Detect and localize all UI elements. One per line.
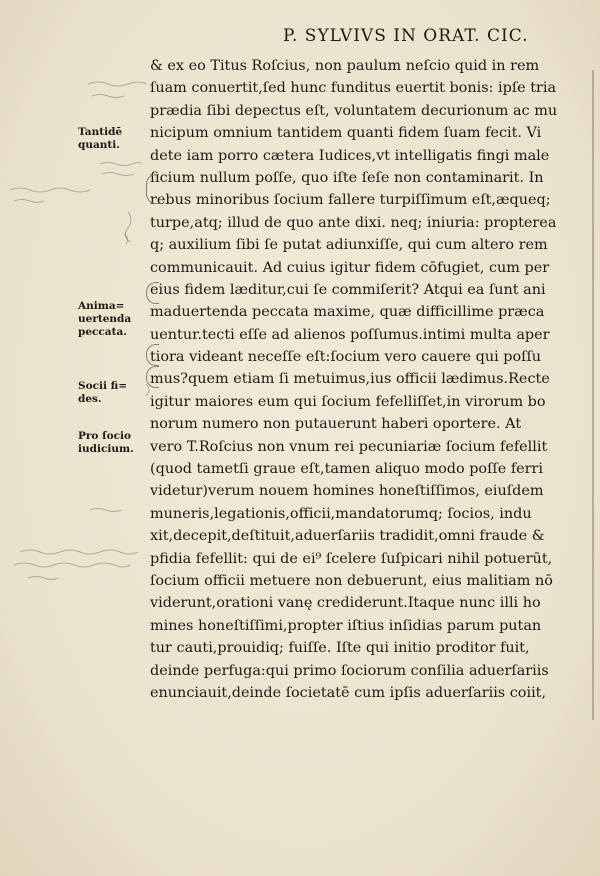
text-line: viderunt,orationi vanę crediderunt.Itaque nunc illi ho <box>150 595 541 612</box>
text-line: q; auxilium ſibi ſe putat adiunxiſſe, qui cum altero rem <box>150 237 548 254</box>
text-line: ſocium officii metuere non debuerunt, eius malitiam nō <box>150 572 553 589</box>
text-line: (quod tametſi graue eſt,tamen aliquo modo poſſe ferri <box>150 461 544 478</box>
text-line: mines honeſtiſſimi,propter iſtius inſidias parum putan <box>150 617 542 634</box>
text-line: mus?quem etiam ſi metuimus,ius officii lædimus.Recte <box>150 371 550 388</box>
text-line: dete iam porro cætera Iudices,vt intelligatis fingi male <box>150 147 550 164</box>
text-line: tiora videant neceſſe eſt:ſocium vero cauere qui poſſu <box>150 349 542 366</box>
page-edge-rule <box>592 70 594 720</box>
main-text-block <box>150 55 590 704</box>
text-line: nicipum omnium tantidem quanti fidem ſuam fecit. Vi <box>150 125 542 142</box>
text-line: vero T.Roſcius non vnum rei pecuniariæ ſocium fefellit <box>150 438 548 455</box>
text-line: videtur)verum nouem homines honeſtiſſimos, eiuſdem <box>150 483 544 500</box>
text-line: ſuam conuertit,ſed hunc funditus euertit bonis: ipſe tria <box>150 80 557 97</box>
text-line: maduertenda peccata maxime, quæ difficillime præca <box>150 304 545 321</box>
text-line: deinde perfuga:qui primo ſociorum conſilia aduerſariis <box>150 662 549 679</box>
bracket-mark <box>146 282 159 304</box>
bracket-mark <box>146 366 159 388</box>
running-header: P. SYLVIVS IN ORAT. CIC. <box>283 26 529 46</box>
side-note-pro-socio: Pro ſocio iudicium. <box>78 430 134 455</box>
text-line: xit,decepit,deſtituit,aduerſariis tradidit,omni fraude & <box>150 528 545 545</box>
side-note-socii-fides: Socii fi= des. <box>78 380 128 405</box>
side-note-animaduertenda: Anima= uertenda peccata. <box>78 300 132 338</box>
text-line: igitur maiores eum qui ſocium fefelliſſet,in virorum bo <box>150 393 546 410</box>
text-line: uentur.tecti eſſe ad alienos poſſumus.intimi multa aper <box>150 326 550 343</box>
text-line: communicauit. Ad cuius igitur fidem cōfugiet, cum per <box>150 259 550 276</box>
bracket-mark <box>146 174 159 204</box>
text-line: rebus minoribus ſocium fallere turpiſſimum eſt,æqueq; <box>150 192 551 209</box>
text-line: tur cauti,prouidiq; fuiſſe. Iſte qui initio proditor fuit, <box>150 640 530 657</box>
text-line: turpe,atq; illud de quo ante dixi. neq; iniuria: propterea <box>150 214 557 231</box>
side-note-tantidem: Tantidē quanti. <box>78 126 123 151</box>
text-line: norum numero non putauerunt haberi oportere. At <box>150 416 522 433</box>
text-line: enunciauit,deinde ſocietatē cum ipſis aduerſariis coiit, <box>150 684 547 701</box>
text-line: ficium nullum poſſe, quo iſte ſeſe non contaminarit. In <box>150 169 544 186</box>
text-line: eius fidem læditur,cui ſe commiſerit? Atqui ea ſunt ani <box>150 281 546 298</box>
text-line: muneris,legationis,officii,mandatorumq; ſocios, indu <box>150 505 532 522</box>
text-line: & ex eo Titus Roſcius, non paulum neſcio quid in rem <box>150 58 540 74</box>
text-line: prædia ſibi depectus eſt, voluntatem decurionum ac mu <box>150 102 558 119</box>
text-line: pfidia fefellit: qui de ei⁹ ſcelere ſuſpicari nihil potuerūt, <box>150 550 553 567</box>
bracket-mark <box>146 344 159 366</box>
handwritten-marginalia <box>0 0 150 876</box>
